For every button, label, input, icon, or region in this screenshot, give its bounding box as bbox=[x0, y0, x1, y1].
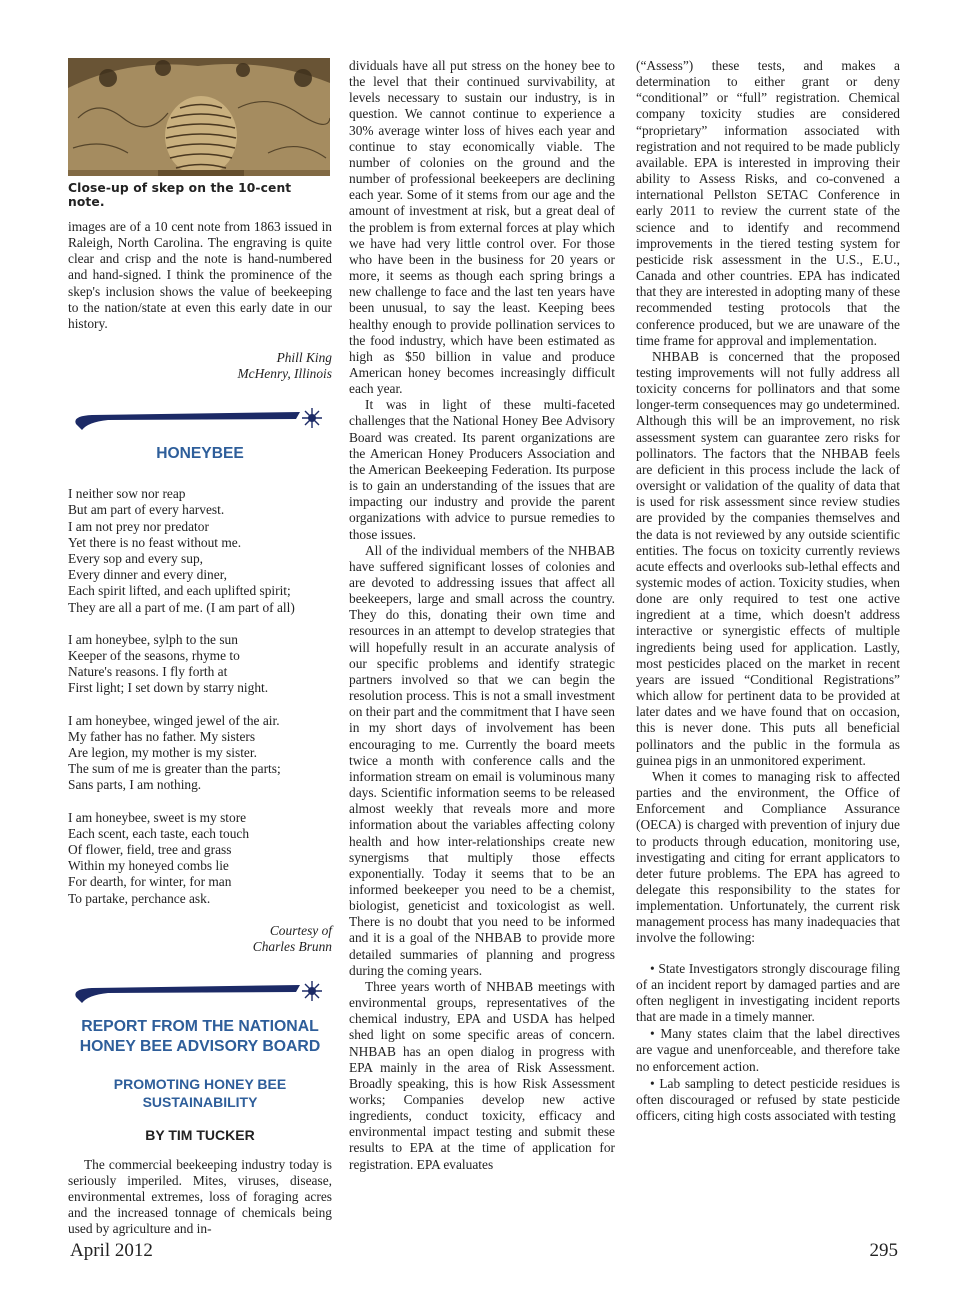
column-middle bbox=[349, 58, 615, 1173]
body-paragraph: When it comes to managing risk to affected parties and the environment, the Office of Enforcement and Compliance Assurance (OECA) is charged with prevention of injury due to products through education, monitoring use, investigating and citing for errant applicators to deter future problems. The EPA has agreed to delegate this responsibility to the states for implementation. Unfortunately, the current risk management process has many inadequacies that involve the following: bbox=[636, 768, 900, 946]
byline: BY TIM TUCKER bbox=[145, 1126, 255, 1143]
section-divider bbox=[68, 977, 332, 1011]
poem-line: First light; I set down by starry night. bbox=[68, 680, 269, 696]
poem-line: I neither sow nor reap bbox=[68, 486, 186, 502]
list-item: • Lab sampling to detect pesticide residues is often discouraged or refused by state pesticide officers, citing high costs associated with testing bbox=[636, 1075, 900, 1123]
courtesy-name: Charles Brunn bbox=[252, 938, 332, 954]
skep-note-image bbox=[68, 58, 330, 176]
letter-signature bbox=[68, 350, 332, 382]
image-caption: Close-up of skep on the 10-cent note. bbox=[68, 181, 292, 209]
poem-title: HONEYBEE bbox=[156, 445, 244, 463]
body-paragraph: (“Assess”) these tests, and makes a determination to either grant or deny “conditional” or “full” registration. Chemical company toxicity studies are considered “proprietary” information associated with registration and not required to be made publicly available. EPA is interested in improving their ability to Assess Risks, and co-convened a international Pellston SETAC Conference in early 2011 to review the current state of the science and to identify and recommend improvements in the tiered testing system for pesticide risk assessment in the U.S., E.U., Canada and other countries. EPA has indicated that they are interested in adopting many of these recommended testing protocols that the conference produced, but we are unaware of the time frame for approval and implementation. bbox=[636, 58, 901, 348]
report-subtitle: PROMOTING HONEY BEE SUSTAINABILITY bbox=[113, 1075, 287, 1110]
poem-line: But am part of every harvest. bbox=[68, 502, 225, 518]
poem-line: For dearth, for winter, for man bbox=[68, 874, 232, 890]
poem-stanza bbox=[68, 632, 332, 697]
report-paragraph: The commercial beekeeping industry today is seriously imperiled. Mites, viruses, disease, environmental extremes, loss of foraging acres and the increased tonnage of chemicals being used by agriculture and in- bbox=[68, 1156, 332, 1237]
poem-line: The sum of me is greater than the parts; bbox=[68, 761, 281, 777]
list-item: • State Investigators strongly discourage filing of an incident report by damaged parties and are often negligent in investigating incident reports that are made in a timely manner. bbox=[636, 960, 900, 1025]
page-number: 295 bbox=[869, 1240, 898, 1261]
poem bbox=[68, 486, 332, 907]
body-paragraph: All of the individual members of the NHBAB have suffered significant losses of colonies and are devoted to addressing issues that affect all beekeepers, large and small across the country. They do this, donating their own time and resources in an attempt to develop strategies that will hopefully result in an accurate analysis of our specific problems and identify strategic partners involved so that we can begin the resolution process. This is not a small investment on their part and the commitment that I have seen in my short days of involvement has been encouraging to me. Currently the board meets twice a month with conference calls and the information stream on email is voluminous many days. Scientific information seems to be released almost weekly that reveals more and more information about the variables affecting colony health and how inter-relationships create new synergisms that multiply those effects exponentially. Today it seems that to be an informed beekeeper you need to be a chemist, biologist, geneticist and toxicologist as well. There is no doubt that you need to be informed and it is a goal of the NHBAB to provide more detailed summaries of planning and progress during the coming years. bbox=[349, 542, 615, 978]
poem-stanza bbox=[68, 810, 332, 907]
poem-line: Of flower, field, tree and grass bbox=[68, 841, 232, 857]
poem-line: They are all a part of me. (I am part of all) bbox=[68, 599, 295, 615]
poem-credit bbox=[68, 923, 332, 955]
issue-date: April 2012 bbox=[70, 1240, 153, 1261]
poem-line: Keeper of the seasons, rhyme to bbox=[68, 647, 240, 663]
poem-line: Every dinner and every diner, bbox=[68, 567, 227, 583]
poem-line: To partake, perchance ask. bbox=[68, 890, 211, 906]
section-divider bbox=[68, 404, 332, 438]
poem-line: I am not prey nor predator bbox=[68, 518, 209, 534]
poem-line: Are legion, my mother is my sister. bbox=[68, 744, 257, 760]
poem-line: I am honeybee, winged jewel of the air. bbox=[68, 712, 280, 728]
poem-stanza bbox=[68, 713, 332, 794]
poem-line: Every sop and every sup, bbox=[68, 550, 203, 566]
poem-line: Sans parts, I am nothing. bbox=[68, 777, 202, 793]
poem-line: I am honeybee, sweet is my store bbox=[68, 809, 247, 825]
intro-paragraph: images are of a 10 cent note from 1863 issued in Raleigh, North Carolina. The engraving is quite clear and crisp and the note is hand-numbered and hand-signed. I think the prominence of the skep's inclusion shows the value of beekeeping to the nation/state at even this early date in our history. bbox=[68, 219, 332, 331]
poem-line: Yet there is no feast without me. bbox=[68, 534, 242, 550]
poem-line: Nature's reasons. I fly forth at bbox=[68, 664, 228, 680]
issue-list bbox=[636, 961, 900, 1125]
poem-line: I am honeybee, sylph to the sun bbox=[68, 631, 238, 647]
list-item: • Many states claim that the label directives are vague and unenforceable, and therefore take no enforcement action. bbox=[636, 1026, 900, 1074]
poem-stanza bbox=[68, 486, 332, 616]
signature-name: Phill King bbox=[276, 350, 332, 366]
courtesy-label: Courtesy of bbox=[269, 922, 332, 938]
body-paragraph: Three years worth of NHBAB meetings with environmental groups, representatives of the chemical industry, EPA and USDA has helped shed light on some specific areas of concern. NHBAB has an open dialog in progress with EPA mainly in the area of Risk Assessment. Broadly speaking, this is how Risk Assessment works; Companies develop new active ingredients, conduct toxicity, efficacy and environmental impact testing and submit these results to EPA at the time of application for registration. EPA evaluates bbox=[349, 978, 615, 1172]
poem-line: Within my honeyed combs lie bbox=[68, 858, 229, 874]
body-paragraph: dividuals have all put stress on the honey bee to the level that their continued survivability, at levels necessary to sustain our industry, is in question. We cannot continue to experience a 30% average winter loss of hives each year and continue to stay economically viable. The number of colonies on the ground and the number of professional beekeepers are declining each year. Some of it stems from our age and the amount of investment at risk, but a great deal of the problem is from external forces at play which we have had very little control over. For those who have been in the business for 20 years or more, it seems as though each spring brings a new challenge to face and the last ten years have been unusual, to say the least. Keeping bees healthy enough to provide pollination services to the food industry, which have been estimated as high as $50 billion in value and produce American honey becomes increasingly difficult each year. bbox=[349, 58, 615, 397]
column-left bbox=[68, 58, 332, 1238]
body-paragraph: NHBAB is concerned that the proposed testing improvements will not fully address all toxicity concerns for pollinators and that some longer-term consequences may go undetermined. Although this will be an improvement, no risk assessment system can guarantee zero risks for pollinators. The factors that the NHBAB feels are deficient in this process include the lack of oversight or validation of the quality of data that is used for risk assessment since review studies are provided by the companies themselves and the data is not reviewed by any outside scientific entities. The focus on toxicity currently reviews acute effects and overlooks sub-lethal effects and systemic modes of action. Toxicity studies, when done are only required to test one active ingredient at a time, which doesn't address interactive or synergistic effects of multiple ingredients being used for application. Lastly, most pesticides placed on the market in recent years are issued “Conditional Registrations” which allow for pertinent data to be provided at later dates and we have found that on occasion, this is never done. This puts all beneficial pollinators and the public in the formula as guinea pigs in an unmonitored experiment. bbox=[636, 348, 900, 768]
poem-line: Each scent, each taste, each touch bbox=[68, 825, 250, 841]
poem-line: Each spirit lifted, and each uplifted spirit; bbox=[68, 583, 291, 599]
body-paragraph: It was in light of these multi-faceted challenges that the National Honey Bee Advisory Board was created. Its parent organizations are the American Honey Producers Association and the American Beekeeping Federation. Its purpose is to gain an understanding of the issues that are impacting our industry and provide the parent organizations with advice to pursue remedies to those issues. bbox=[349, 397, 615, 542]
signature-place: McHenry, Illinois bbox=[237, 366, 332, 382]
column-right bbox=[636, 58, 900, 1125]
report-title: REPORT FROM THE NATIONAL HONEY BEE ADVISORY BOARD bbox=[79, 1017, 321, 1055]
poem-line: My father has no father. My sisters bbox=[68, 728, 256, 744]
